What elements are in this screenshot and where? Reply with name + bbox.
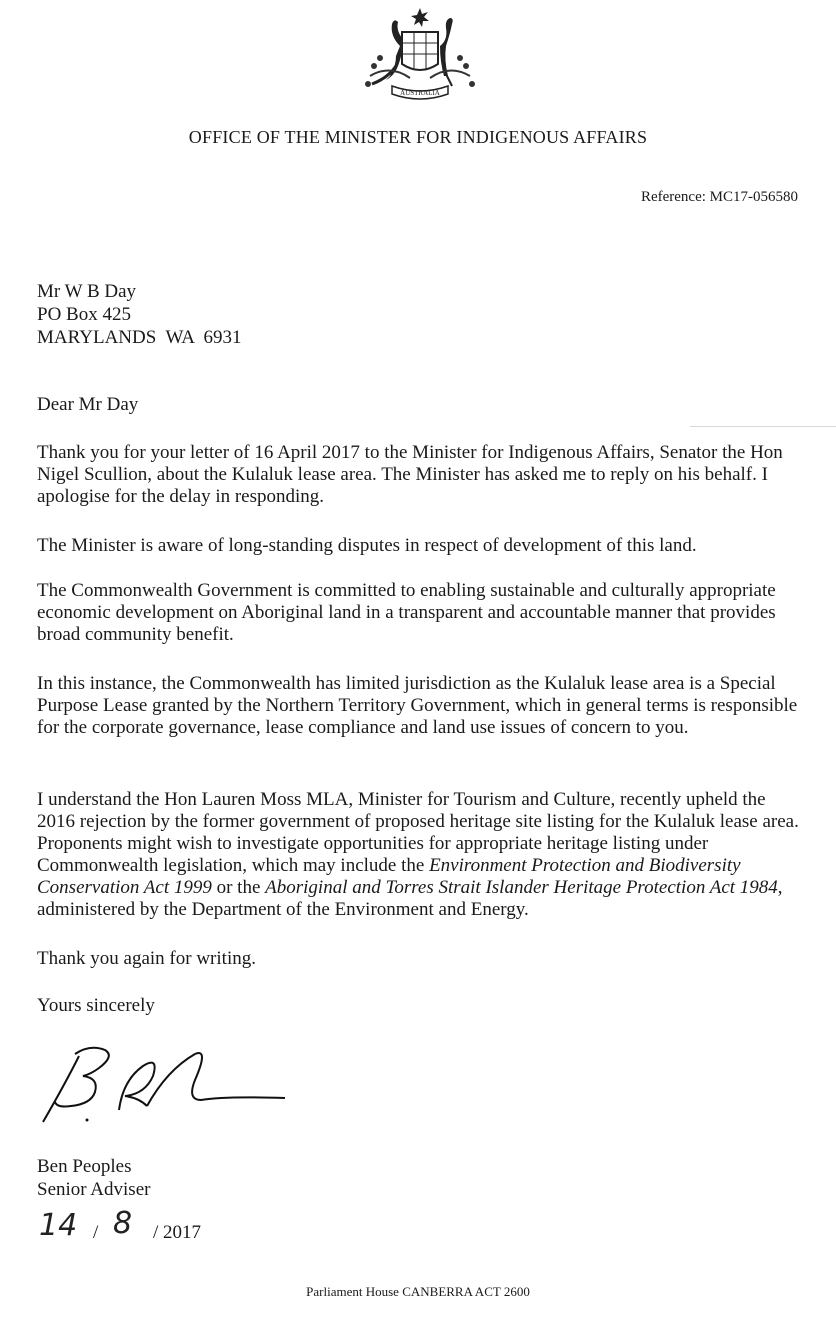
address-line-3: MARYLANDS WA 6931 <box>37 327 242 348</box>
signatory-block <box>37 1155 150 1201</box>
paragraph-5 <box>37 789 805 921</box>
paragraph-5-text-b: or the <box>211 877 266 898</box>
date-slash: / <box>93 1222 99 1243</box>
act-title-epbc: Environment Protection and Biodiversity Conservation Act 1999 <box>37 855 741 898</box>
address-line-1: Mr W B Day <box>37 281 137 302</box>
date-month: 8 <box>113 1206 133 1241</box>
paragraph-5-text-a: I understand the Hon Lauren Moss MLA, Minister for Tourism and Culture, recently upheld the 2016 rejection by the former government of proposed heritage site listing for the Kulaluk lease area. Proponents might wish to investigate opportunities for appropriate heritage listing under Commonwealth legislation, which may include the <box>37 789 799 876</box>
paragraph-3: The Commonwealth Government is committed to enabling sustainable and culturally appropriate economic development on Aboriginal land in a transparent and accountable manner that provides broad community benefit. <box>37 580 776 645</box>
office-heading: OFFICE OF THE MINISTER FOR INDIGENOUS AFFAIRS <box>188 127 648 147</box>
coat-of-arms-icon <box>350 6 490 106</box>
handwritten-signature-icon <box>35 1040 295 1130</box>
paragraph-1: Thank you for your letter of 16 April 2017 to the Minister for Indigenous Affairs, Senator the Hon Nigel Scullion, about the Kulaluk lease area. The Minister has asked me to reply on his behalf. I apologise for the delay in responding. <box>37 442 783 507</box>
paragraph-6: Thank you again for writing. <box>37 948 256 969</box>
paragraph-2: The Minister is aware of long-standing disputes in respect of development of this land. <box>37 535 697 556</box>
closing: Yours sincerely <box>37 995 155 1016</box>
signature-text: B. Peoples <box>35 1040 40 1041</box>
signatory-title: Senior Adviser <box>37 1179 151 1200</box>
footer-address: Parliament House CANBERRA ACT 2600 <box>306 1284 530 1299</box>
act-title-atsihp: Aboriginal and Torres Strait Islander Heritage Protection Act 1984 <box>265 877 778 898</box>
address-line-2: PO Box 425 <box>37 304 131 325</box>
date-year: / 2017 <box>153 1222 202 1243</box>
paragraph-5-text-c: , administered by the Department of the Environment and Energy. <box>37 877 783 920</box>
divider <box>690 426 836 427</box>
reference-number: Reference: MC17-056580 <box>640 189 798 205</box>
date-field <box>37 1208 237 1248</box>
recipient-address <box>37 280 241 349</box>
crest-motto: AUSTRALIA <box>400 89 440 97</box>
paragraph-4: In this instance, the Commonwealth has limited jurisdiction as the Kulaluk lease area is a Special Purpose Lease granted by the Northern Territory Government, which in general terms is responsible for the corporate governance, lease compliance and land use issues of concern to you. <box>37 673 798 738</box>
salutation: Dear Mr Day <box>37 394 139 415</box>
date-day: 14 <box>39 1208 78 1243</box>
signatory-name: Ben Peoples <box>37 1156 132 1177</box>
